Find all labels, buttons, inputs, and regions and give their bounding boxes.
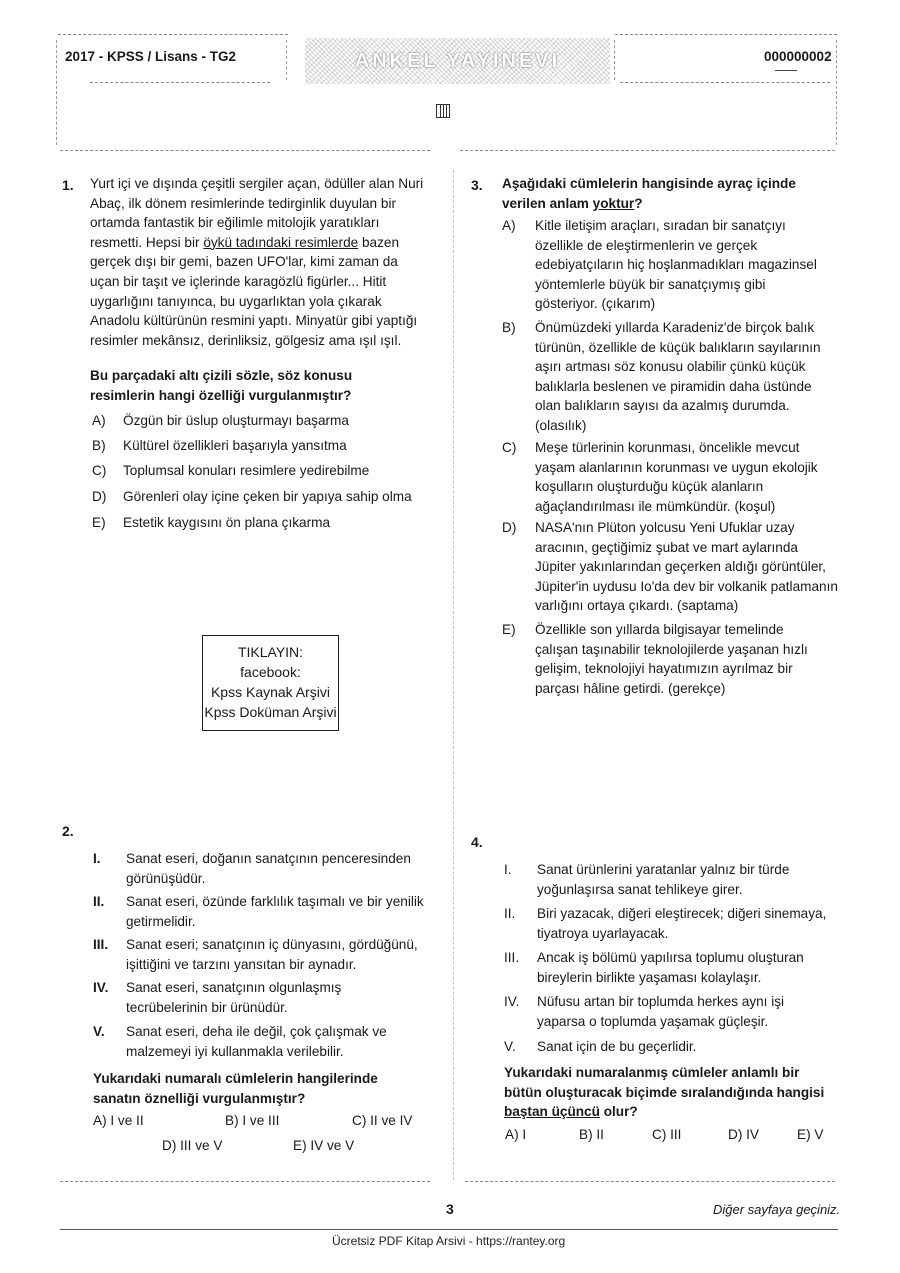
box-line: Kpss Doküman Arşivi <box>204 704 337 720</box>
question-3-option-e[interactable] <box>502 620 827 700</box>
booklet-number: 000000002 <box>764 49 832 64</box>
option-label: A) <box>92 413 106 428</box>
header-top-rule-right <box>615 34 837 35</box>
header-bottom-rule-left <box>60 150 430 151</box>
option-text: Önümüzdeki yıllarda Karadeniz'de birçok balık türünün, özellikle de küçük balıkların sayılarının aşırı artması söz konusu olabilir çünkü küçük balıklarla beslenen ve piramidin daha üstünde olan balıkların sayısı da azalmış durumda. (olasılık) <box>535 320 821 433</box>
statement-text: Sanat eseri, doğanın sanatçının penceresinden görünüşüdür. <box>126 851 411 886</box>
option-label: C) <box>92 463 107 478</box>
option-label: A) <box>502 218 516 233</box>
question-1-option-d[interactable] <box>92 487 427 507</box>
statement-label: I. <box>504 862 512 877</box>
question-1-number: 1. <box>62 177 74 193</box>
box-line: Kpss Kaynak Arşivi <box>210 684 331 700</box>
next-page-note: Diğer sayfaya geçiniz. <box>713 1202 841 1217</box>
header-bottom-rule-right <box>460 150 835 151</box>
question-2-option-b[interactable]: B) I ve III <box>225 1113 280 1128</box>
option-label: E) <box>92 515 106 530</box>
passage-text: bazen gerçek dışı bir gemi, bazen UFO'lar, kimi zaman da uçan bir taşıt ve içlerinde karagözlü figürler... Hitit uygarlığını tanıyınca, bu uygarlıktan yola çıkarak Anadolu kültürünün resmini yaptı. Minyatür gibi yaptığı resimler mekânsız, derinliksiz, gölgesiz ama ışıl ışıl. <box>90 234 418 348</box>
question-1-passage <box>90 174 430 350</box>
box-line: TIKLAYIN: <box>237 644 304 660</box>
stem-text: Aşağıdaki cümlelerin hangisinde ayraç içinde verilen anlam <box>502 176 796 211</box>
header-under-rule-right <box>620 82 830 83</box>
header-right-rule <box>836 40 837 145</box>
question-1-option-b[interactable] <box>92 436 422 456</box>
question-2-statement-2 <box>93 892 428 932</box>
question-3-number: 3. <box>471 177 483 193</box>
question-4-option-b[interactable]: B) II <box>579 1127 604 1142</box>
option-text: Toplumsal konuları resimlere yedirebilme <box>123 463 370 478</box>
question-4-statement-2 <box>504 904 844 944</box>
statement-label: I. <box>93 851 101 866</box>
footer-top-rule-left <box>60 1181 430 1182</box>
question-2-option-c[interactable]: C) II ve IV <box>352 1113 413 1128</box>
publisher-watermark: ANKEL YAYINEVI <box>305 38 610 84</box>
question-4-stem <box>504 1063 839 1122</box>
statement-label: V. <box>504 1039 516 1054</box>
question-2-statement-4 <box>93 978 428 1018</box>
question-4-statement-4 <box>504 992 829 1032</box>
question-2-option-a[interactable]: A) I ve II <box>93 1113 144 1128</box>
statement-label: III. <box>504 950 520 965</box>
question-1-option-e[interactable] <box>92 513 422 533</box>
question-2-number: 2. <box>62 823 74 839</box>
question-4-option-d[interactable]: D) IV <box>728 1127 759 1142</box>
statement-text: Ancak iş bölümü yapılırsa toplumu oluşturan bireylerin birlikte yaşaması kolaylaşır. <box>537 950 804 985</box>
statement-label: II. <box>504 906 516 921</box>
statement-text: Sanat eseri, özünde farklılık taşımalı ve bir yenilik getirmelidir. <box>126 894 424 929</box>
exam-title: 2017 - KPSS / Lisans - TG2 <box>65 49 237 64</box>
question-3-stem <box>502 174 837 213</box>
question-3-option-b[interactable] <box>502 318 837 436</box>
question-2-stem: Yukarıdaki numaralı cümlelerin hangilerinde sanatın öznelliği vurgulanmıştır? <box>93 1071 378 1106</box>
question-2-option-d[interactable]: D) III ve V <box>162 1138 223 1153</box>
question-2-statement-3 <box>93 935 438 975</box>
option-text: Meşe türlerinin korunması, öncelikle mevcut yaşam alanlarının korunması ve uygun ekolojik koşulların oluşturduğu küçük alanların ağaçlandırılması ile mümkündür. (koşul) <box>535 440 818 514</box>
option-label: E) <box>502 622 516 637</box>
option-text: Özellikle son yıllarda bilgisayar temelinde çalışan taşınabilir teknolojilerde yaşanan hızlı gelişim, teknolojiyi hayatımızın ayrılmaz bir parçası hâline getirdi. (gerekçe) <box>535 622 808 696</box>
statement-text: Sanat eseri, deha ile değil, çok çalışmak ve malzemeyi iyi kullanmakla verilebilir. <box>126 1024 387 1059</box>
question-3-option-a[interactable] <box>502 216 827 316</box>
statement-label: II. <box>93 894 105 909</box>
option-text: Özgün bir üslup oluşturmayı başarma <box>123 413 349 428</box>
question-4-statement-5 <box>504 1037 829 1057</box>
footer-bottom-rule <box>60 1229 838 1230</box>
option-label: B) <box>92 438 106 453</box>
question-4-number: 4. <box>471 834 483 850</box>
question-4-option-a[interactable]: A) I <box>505 1127 527 1142</box>
header-left-rule <box>56 40 57 145</box>
stem-text: olur? <box>599 1104 638 1120</box>
column-divider <box>453 170 454 1180</box>
option-text: Kitle iletişim araçları, sıradan bir sanatçıyı özellikle de eleştirmenlerin ve gerçek edebiyatçıların hiç hoşlanmadıkları magazinsel yöntemlerle büyük bir sanatçıymış gibi gösteriyor. (çıkarım) <box>535 218 817 312</box>
page-number: 3 <box>446 1201 454 1217</box>
statement-text: Biri yazacak, diğeri eleştirecek; diğeri sinemaya, tiyatroya uyarlayacak. <box>537 906 827 941</box>
question-4-option-e[interactable]: E) V <box>797 1127 824 1142</box>
statement-text: Sanat ürünlerini yaratanlar yalnız bir türde yoğunlaşırsa sanat tehlikeye girer. <box>537 862 790 897</box>
option-label: B) <box>502 320 516 335</box>
question-4-statement-1 <box>504 860 829 900</box>
stem-underlined: baştan üçüncü <box>504 1104 600 1120</box>
question-1-stem: Bu parçadaki altı çizili sözle, söz konusu resimlerin hangi özelliği vurgulanmıştır? <box>90 368 353 403</box>
passage-underlined-phrase: öykü tadındaki resimlerde <box>203 234 359 250</box>
statement-label: V. <box>93 1024 105 1039</box>
box-line: facebook: <box>240 664 301 680</box>
header-divider-left <box>286 40 287 80</box>
option-text: Estetik kaygısını ön plana çıkarma <box>123 515 331 530</box>
facebook-link-box[interactable] <box>202 635 339 731</box>
statement-label: IV. <box>504 994 520 1009</box>
booklet-underline <box>775 70 797 71</box>
stem-text: Yukarıdaki numaralanmış cümleler anlamlı bir bütün oluşturacak biçimde sıralandığında hangisi <box>504 1065 825 1100</box>
passage-text: Yurt içi ve dışında çeşitli sergiler açan, ödüller alan Nuri Abaç, ilk dönem resimlerinde tedirginlik duyulan bir ortamda fantastik bir eğilimle mitolojik yaratıkları resmetti. Hepsi bir <box>90 176 424 250</box>
statement-text: Nüfusu artan bir toplumda herkes aynı işi yaparsa o toplumda yaşamak güçleşir. <box>537 994 785 1029</box>
statement-label: III. <box>93 937 109 952</box>
question-2-statement-1 <box>93 849 428 889</box>
statement-label: IV. <box>93 980 109 995</box>
source-link[interactable]: Ücretsiz PDF Kitap Arsivi - https://rantey.org <box>332 1234 566 1248</box>
stem-underlined: yoktur <box>592 195 635 211</box>
question-3-option-d[interactable] <box>502 518 842 618</box>
option-text: Görenleri olay içine çeken bir yapıya sahip olma <box>123 489 412 504</box>
booklet-icon <box>436 104 450 118</box>
question-4-statement-3 <box>504 948 829 988</box>
stem-text: ? <box>634 195 643 211</box>
question-4-option-c[interactable]: C) III <box>652 1127 682 1142</box>
question-1-option-c[interactable] <box>92 461 422 481</box>
option-text: NASA'nın Plüton yolcusu Yeni Ufuklar uzay aracının, geçtiğimiz şubat ve mart aylarında Jüpiter yakınlarından geçerken aldığı görüntüler, Jüpiter'in uydusu Io'da dev bir volkanik patlamanın varlığını ortaya çıkardı. (saptama) <box>535 520 838 614</box>
statement-text: Sanat için de bu geçerlidir. <box>537 1039 697 1054</box>
option-label: D) <box>502 520 517 535</box>
statement-text: Sanat eseri; sanatçının iç dünyasını, gördüğünü, işittiğini ve tarzını yansıtan bir aynadır. <box>126 937 418 972</box>
option-label: C) <box>502 440 517 455</box>
option-label: D) <box>92 489 107 504</box>
header-divider-right <box>614 40 615 80</box>
question-2-statement-5 <box>93 1022 428 1062</box>
question-2-option-e[interactable]: E) IV ve V <box>293 1138 355 1153</box>
option-text: Kültürel özellikleri başarıyla yansıtma <box>123 438 347 453</box>
question-3-option-c[interactable] <box>502 438 837 518</box>
header-top-rule <box>58 34 288 35</box>
header-under-rule-left <box>90 82 270 83</box>
question-1-option-a[interactable] <box>92 411 422 431</box>
footer-top-rule-right <box>465 1181 835 1182</box>
statement-text: Sanat eseri, sanatçının olgunlaşmış tecrübelerinin bir ürünüdür. <box>126 980 342 1015</box>
